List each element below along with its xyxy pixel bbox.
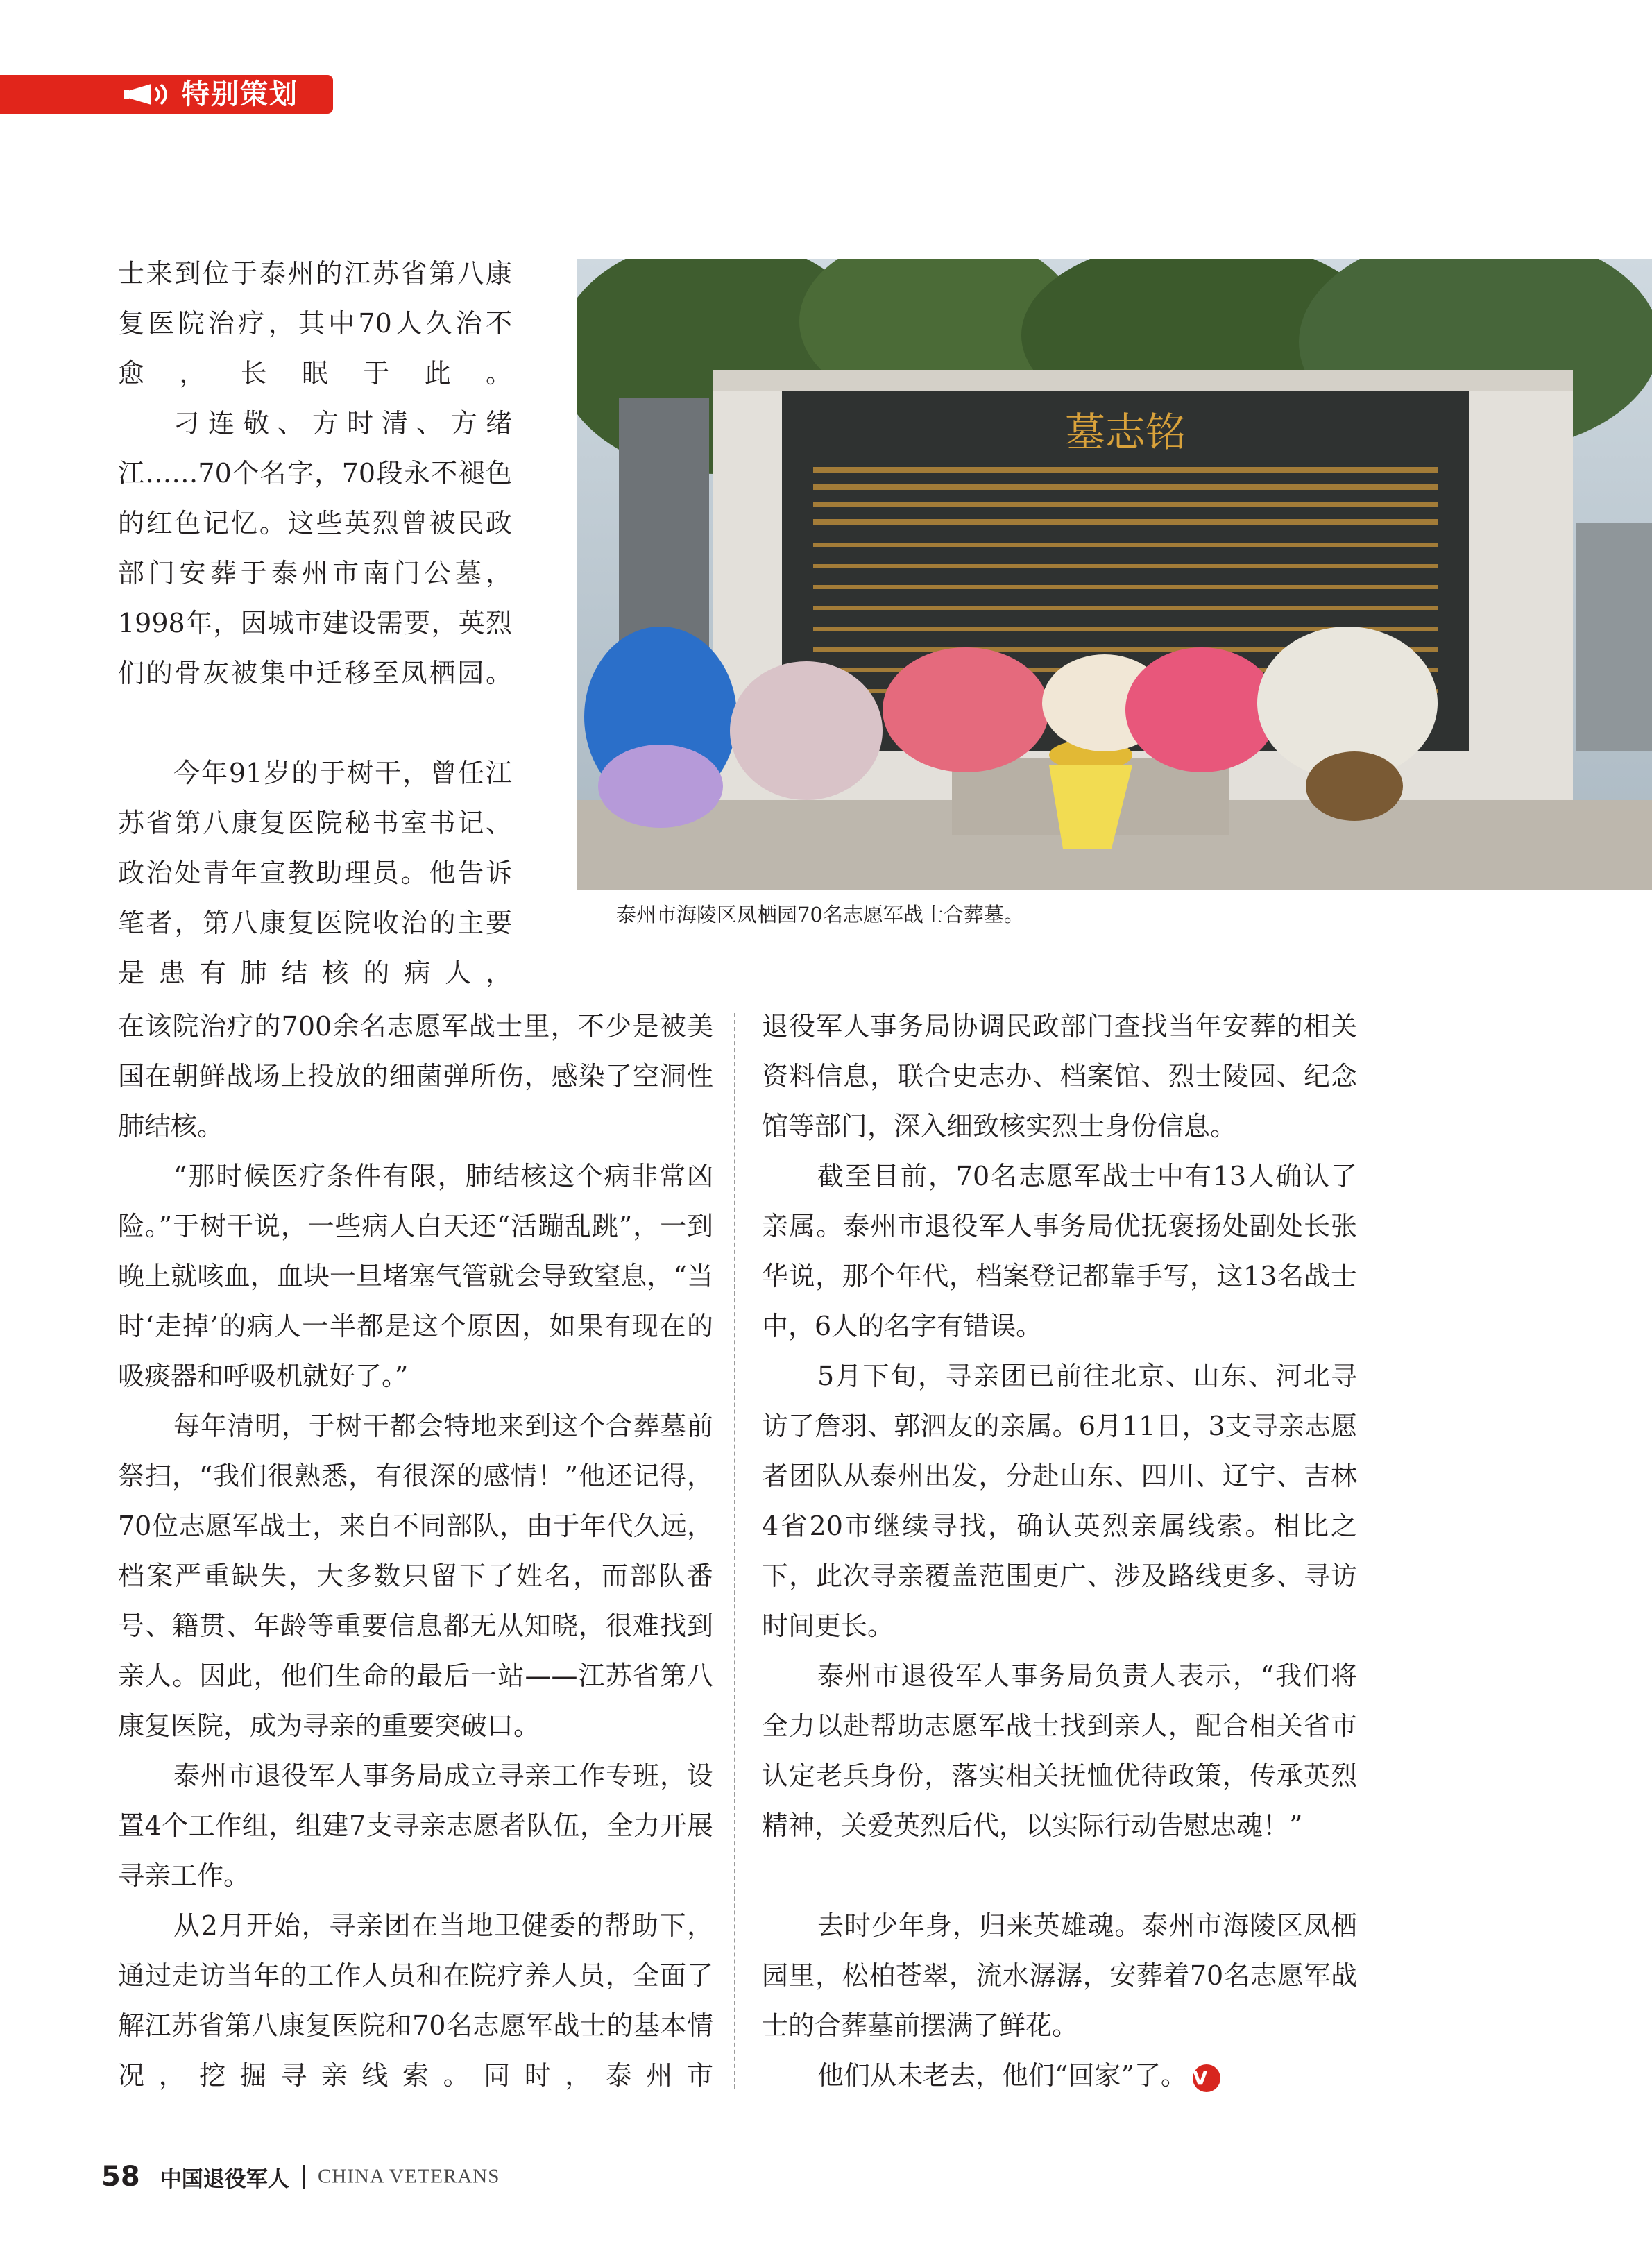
page-number: 58 — [101, 2161, 140, 2193]
magazine-title-cn: 中国退役军人 — [160, 2166, 289, 2192]
paragraph: 在该院治疗的700余名志愿军战士里，不少是被美国在朝鲜战场上投放的细菌弹所伤，感染了空洞性肺结核。 — [118, 1011, 713, 1141]
memorial-photo-illustration — [577, 259, 1652, 890]
footer-separator — [303, 2165, 305, 2189]
paragraph: 去时少年身，归来英雄魂。泰州市海陵区凤栖园里，松柏苍翠，流水潺潺，安葬着70名志愿军战士的合葬墓前摆满了鲜花。 — [762, 1910, 1357, 2041]
column-divider — [734, 1013, 735, 2089]
closing-paragraph — [762, 2050, 1357, 2100]
closing-text: 他们从未老去，他们“回家”了。 — [817, 2060, 1187, 2091]
paragraph: 今年91岁的于树干，曾任江苏省第八康复医院秘书室书记、政治处青年宣教助理员。他告诉笔者，第八康复医院收治的主要是患有肺结核的病人， — [118, 758, 512, 988]
end-mark-icon: V — [1193, 2064, 1220, 2092]
paragraph: 泰州市退役军人事务局成立寻亲工作专班，设置4个工作组，组建7支寻亲志愿者队伍，全力开展寻亲工作。 — [118, 1760, 713, 1891]
paragraph: 每年清明，于树干都会特地来到这个合葬墓前祭扫，“我们很熟悉，有很深的感情！”他还记得，70位志愿军战士，来自不同部队，由于年代久远，档案严重缺失，大多数只留下了姓名，而部队番号、籍贯、年龄等重要信息都无从知晓，很难找到亲人。因此，他们生命的最后一站——江苏省第八康复医院，成为寻亲的重要突破口。 — [118, 1411, 713, 1741]
megaphone-icon — [124, 81, 176, 108]
paragraph: 士来到位于泰州的江苏省第八康复医院治疗，其中70人久治不愈，长眠于此。 — [118, 258, 512, 389]
paragraph: 截至目前，70名志愿军战士中有13人确认了亲属。泰州市退役军人事务局优抚褒扬处副处长张华说，那个年代，档案登记都靠手写，这13名战士中，6人的名字有错误。 — [762, 1161, 1357, 1341]
plaque-title: 墓志铭 — [1064, 409, 1186, 456]
section-banner — [0, 75, 333, 114]
photo-caption: 泰州市海陵区凤栖园70名志愿军战士合葬墓。 — [616, 903, 1024, 926]
paragraph: 5月下旬，寻亲团已前往北京、山东、河北寻访了詹羽、郭泗友的亲属。6月11日，3支寻亲志愿者团队从泰州出发，分赴山东、四川、辽宁、吉林4省20市继续寻找，确认英烈亲属线索。相比之下，此次寻亲覆盖范围更广、涉及路线更多、寻访时间更长。 — [762, 1361, 1357, 1641]
paragraph: 退役军人事务局协调民政部门查找当年安葬的相关资料信息，联合史志办、档案馆、烈士陵园、纪念馆等部门，深入细致核实烈士身份信息。 — [762, 1011, 1357, 1141]
section-label: 特别策划 — [182, 78, 298, 110]
memorial-photo — [577, 259, 1652, 890]
magazine-title-en: CHINA VETERANS — [317, 2165, 500, 2188]
page-footer — [101, 2161, 500, 2196]
paragraph: 从2月开始，寻亲团在当地卫健委的帮助下，通过走访当年的工作人员和在院疗养人员，全面了解江苏省第八康复医院和70名志愿军战士的基本情况，挖掘寻亲线索。同时，泰州市 — [118, 1910, 713, 2091]
paragraph: 泰州市退役军人事务局负责人表示，“我们将全力以赴帮助志愿军战士找到亲人，配合相关省市认定老兵身份，落实相关抚恤优待政策，传承英烈精神，关爱英烈后代，以实际行动告慰忠魂！” — [762, 1661, 1357, 1841]
paragraph: 刁连敬、方时清、方绪江……70个名字，70段永不褪色的红色记忆。这些英烈曾被民政部门安葬于泰州市南门公墓，1998年，因城市建设需要，英烈们的骨灰被集中迁移至凤栖园。 — [118, 408, 512, 688]
paragraph: “那时候医疗条件有限，肺结核这个病非常凶险。”于树干说，一些病人白天还“活蹦乱跳”，一到晚上就咳血，血块一旦堵塞气管就会导致窒息，“当时‘走掉’的病人一半都是这个原因，如果有现在的吸痰器和呼吸机就好了。” — [118, 1161, 713, 1391]
